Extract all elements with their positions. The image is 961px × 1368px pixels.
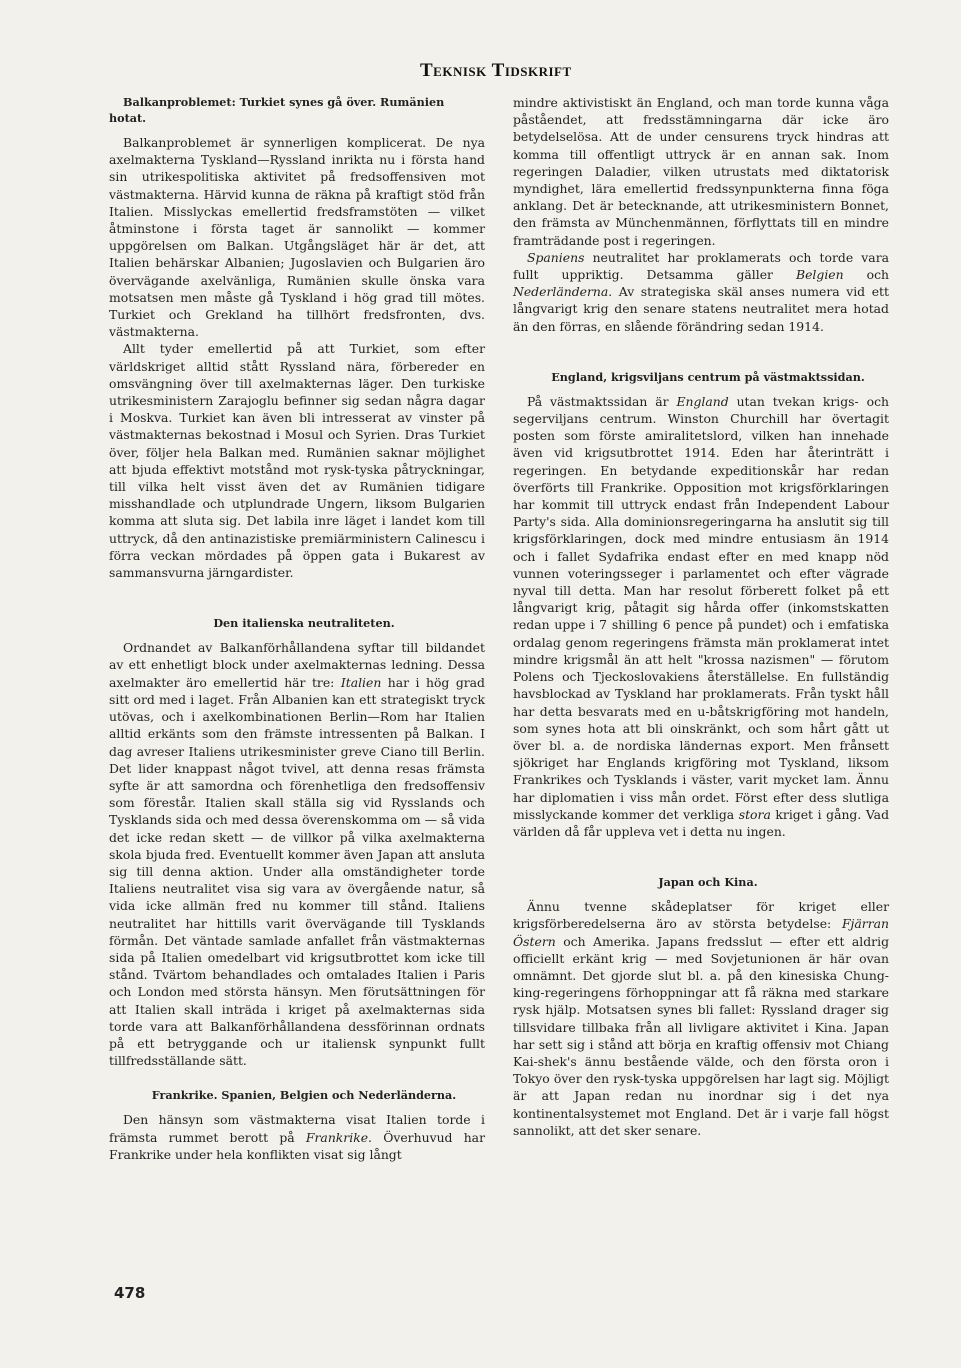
section-heading-balkan: Balkanproblemet: Turkiet synes gå över. Rumänien hotat. (109, 95, 445, 125)
section-heading-italy: Den italienska neutraliteten. (213, 616, 395, 631)
left-column (109, 94, 485, 1163)
paragraph: Spaniens neutralitet har proklamerats och torde vara fullt uppriktig. Detsamma gäller Belgien och Nederländerna. Av strategiska skäl anses numera vid ett långvarigt krig den senare statens neutralitet mera hotad än den förras, en slående förändring sedan 1914. (513, 249, 889, 334)
paragraph: Allt tyder emellertid på att Turkiet, som efter världskriget alltid stått Ryssland nära, förbereder en omsvängning över till axelmakternas läger. Den turkiske utrikesministern Zarajoglu befinner sig sedan några dagar i Moskva. Turkiet kan även bli intresserat av vinster på västmakternas bekostnad i Mosul och Syrien. Dras Turkiet över, följer hela Balkan med. Rumänien saknar möjlighet att bjuda effektivt motstånd mot rysk-tyska påtryckningar, till vilka helt visst även det av Rumänien tidigare misshandlade och utplundrade Ungern, liksom Bulgarien komma att sluta sig. Det labila inre läget i landet kom till uttryck, då den antinazistiske premiärministern Calinescu i förra veckan mördades på öppen gata i Bukarest av sammansvurna järngardister. (109, 341, 485, 581)
section-heading-england: England, krigsviljans centrum på västmaktssidan. (551, 369, 865, 384)
paragraph: Ännu tvenne skådeplatser för kriget eller krigsförberedelserna äro av största betydelse: Fjärran Östern och Amerika. Japans fredsslut — efter ett aldrig officiellt erkänt krig — med Sovjetunionen är här ovan omnämnt. Det gjorde slut bl. a. på den kinesiska Chung-king-regeringens förhoppningar att få räkna med starkare rysk hjälp. Motsatsen synes bli fallet: Ryssland drager sig tillsvidare tillbaka från all livligare aktivitet i Kina. Japan har sett sig i stånd att börja en kraftig offensiv mot Chiang Kai-shek's ännu bestående välde, och den första oron i Tokyo över den rysk-tyska uppgörelsen har lagt sig. Möjligt är att Japan redan nu inordnar sig i det nya kontinentalsystemet mot England. Det är i varje fall högst sannolikt, att det sker senare. (513, 899, 889, 1138)
journal-header: Teknisk Tidskrift (420, 60, 572, 81)
paragraph: På västmaktssidan är England utan tvekan krigs- och segerviljans centrum. Winston Churchill har övertagit posten som förste amiralitetslord, vilken han innehade även vid krigsutbrottet 1914. Eden har återinträtt i regeringen. En betydande expeditionskår har redan överförts till Frankrike. Opposition mot krigsförklaringen har kommit till uttryck endast från Independent Labour Party's sida. Alla dominionsregeringarna ha anslutit sig till krigsförklaringen, dock med mindre entusiasm än 1914 och i fallet Sydafrika endast efter en med knapp nöd vunnen voteringsseger i parlamentet och efter vägrade nyval till detta. Man har resolut förberett folket på ett långvarigt krig, påtagit sig hårda offer (inkomstskatten redan uppe i 7 shilling 6 pence på pundet) och i emfatiska ordalag genom regeringens främsta män proklamerat intet mindre krigsmål än att helt "krossa nazismen" — förutom Polens och Tjeckoslovakiens återställelse. En fullständig havsblockad av Tyskland har proklamerats. Från tyskt håll har detta besvarats med en u-båtskrigföring mot handeln, som synes hota att bli oinskränkt, och som hårt gått ut över bl. a. de nordiska ländernas export. Men frånsett sjökriget har Englands krigföring mot Tyskland, liksom Frankrikes och Tysklands i väster, varit mycket lam. Ännu har diplomatien i viss mån ordet. Först efter dess slutliga misslyckande kommer det verkliga stora kriget i gång. Vad världen då får uppleva vet i detta nu ingen. (513, 393, 889, 839)
paragraph: Balkanproblemet är synnerligen komplicerat. De nya axelmakterna Tyskland—Ryssland inrikta nu i första hand sin utrikespolitiska aktivitet på fredsoffensiven mot västmakterna. Härvid kunna de räkna på kraftigt stöd från Italien. Misslyckas emellertid fredsframstöten — vilket åtminstone i första taget är sannolikt — kommer uppgörelsen om Balkan. Utgångsläget här är det, att Italien behärskar Albanien; Jugoslavien och Bulgarien äro övervägande axelvänliga, Rumänien skulle önska vara motsatsen men måste gå Tyskland i hög grad till mötes. Turkiet och Grekland ha tillhört fredsfronten, dvs. västmakterna. (109, 135, 485, 340)
section-heading-france: Frankrike. Spanien, Belgien och Nederländerna. (151, 1088, 457, 1103)
paragraph: Den hänsyn som västmakterna visat Italien torde i främsta rummet berott på Frankrike. Överhuvud har Frankrike under hela konflikten visat sig långt (109, 1112, 485, 1162)
right-column (513, 94, 889, 1139)
paragraph: Ordnandet av Balkanförhållandena syftar till bildandet av ett enhetligt block under axelmakternas ledning. Dessa axelmakter äro emellertid här tre: Italien har i hög grad sitt ord med i laget. Från Albanien kan ett strategiskt tryck utövas, och i axelkombinationen Berlin—Rom har Italien alltid erkänts som den främste intressenten på Balkan. I dag avreser Italiens utrikesminister greve Ciano till Berlin. Det lider knappast något tvivel, att denna resas främsta syfte är att samordna och förenhetliga den fredsoffensiv som förestår. Italien skall ställa sig vid Rysslands och Tysklands sida och med dessa överenskomma om — så vida det icke redan skett — de villkor på vilka axelmakterna skola bjuda fred. Eventuellt kommer även Japan att ansluta sig till denna aktion. Under alla omständigheter torde Italiens neutralitet visa sig vara av övergående natur, så vida icke allmän fred nu kommer till stånd. Italiens neutralitet har hittills varit övervägande till Tysklands förmån. Det väntade samlade anfallet från västmakternas sida på Italien omedelbart vid krigsutbrottet kom icke till stånd. Tvärtom behandlades och omtalades Italien i Paris och London med största hänsyn. Men förutsättningen för att Italien skall inträda i kriget på axelmakternas sida torde vara att Balkanförhållandena dessförinnan ordnats på ett betryggande och ur italiensk synpunkt fullt tillfredsställande sätt. (109, 640, 485, 1069)
page-number: 478 (114, 1284, 146, 1302)
section-heading-japan: Japan och Kina. (658, 875, 758, 890)
paragraph: mindre aktivistiskt än England, och man torde kunna våga påståendet, att fredsstämningarna där icke äro betydelselösa. Att de under censurens tryck hindras att komma till offentligt uttryck är en annan sak. Inom regeringen Daladier, vilken utrustats med diktatorisk myndighet, lära emellertid fredssynpunkterna finna föga anklang. Det är betecknande, att utrikesministern Bonnet, den främsta av Münchenmännen, förflyttats till en mindre framträdande post i regeringen. (513, 95, 889, 248)
